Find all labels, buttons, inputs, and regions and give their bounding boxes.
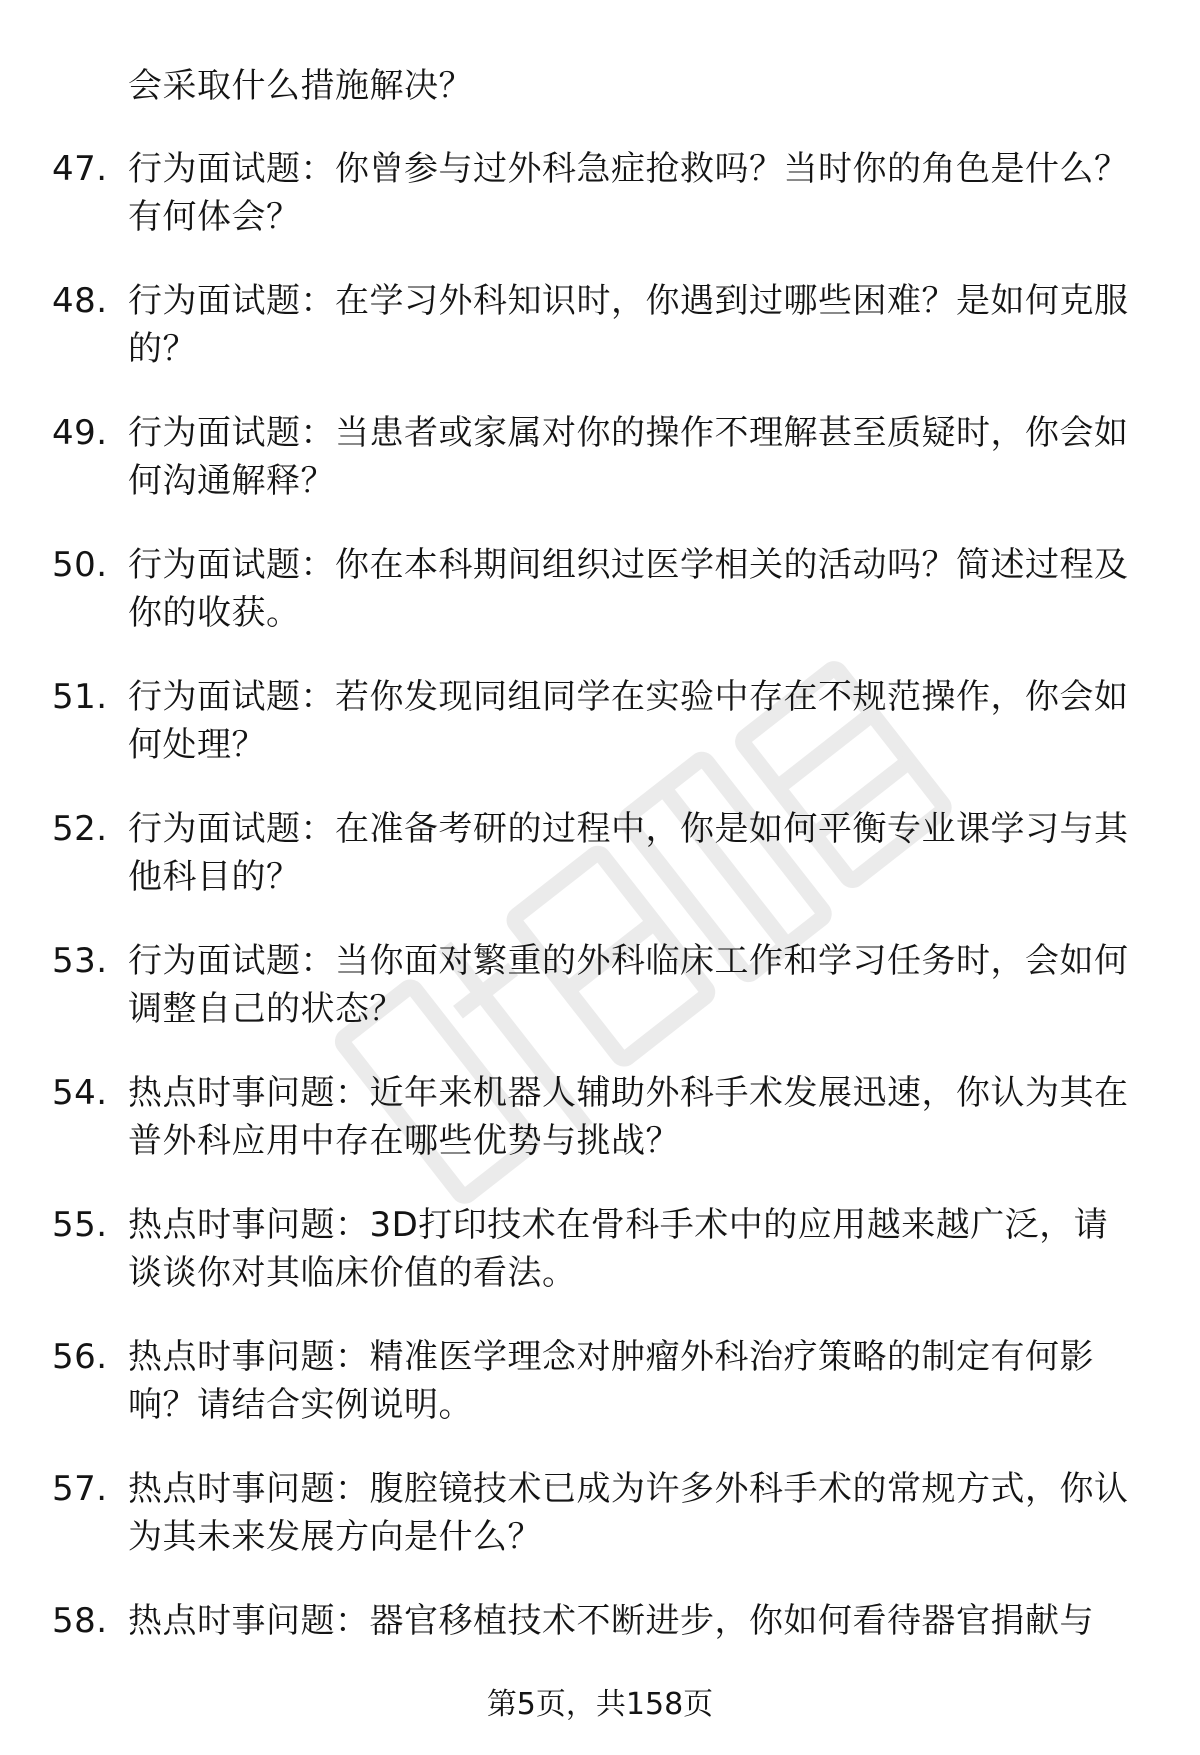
question-number: 53. (52, 941, 108, 981)
question-text: 行为面试题：若你发现同组同学在实验中存在不规范操作，你会如何处理？ (128, 677, 1129, 765)
question-number: 50. (52, 545, 108, 585)
question-item (52, 277, 1152, 409)
question-number: 47. (52, 149, 108, 189)
question-text: 行为面试题：在准备考研的过程中，你是如何平衡专业课学习与其他科目的？ (128, 809, 1129, 897)
question-item (52, 937, 1152, 1069)
question-text: 行为面试题：当你面对繁重的外科临床工作和学习任务时，会如何调整自己的状态？ (128, 941, 1129, 1029)
question-item (52, 541, 1152, 673)
question-number: 57. (52, 1469, 108, 1509)
question-text: 行为面试题：当患者或家属对你的操作不理解甚至质疑时，你会如何沟通解释？ (128, 413, 1129, 501)
question-text: 热点时事问题：3D打印技术在骨科手术中的应用越来越广泛，请谈谈你对其临床价值的看法。 (128, 1205, 1109, 1293)
question-text: 行为面试题：你在本科期间组织过医学相关的活动吗？简述过程及你的收获。 (128, 545, 1129, 633)
question-text: 热点时事问题：精准医学理念对肿瘤外科治疗策略的制定有何影响？请结合实例说明。 (128, 1337, 1094, 1425)
question-number: 51. (52, 677, 108, 717)
question-number: 48. (52, 281, 108, 321)
question-number: 55. (52, 1205, 108, 1245)
question-list (52, 145, 1152, 1729)
question-item (52, 673, 1152, 805)
question-number: 52. (52, 809, 108, 849)
question-text: 行为面试题：在学习外科知识时，你遇到过哪些困难？是如何克服的？ (128, 281, 1129, 369)
question-number: 58. (52, 1601, 108, 1641)
question-text: 热点时事问题：近年来机器人辅助外科手术发展迅速，你认为其在普外科应用中存在哪些优势与挑战？ (128, 1073, 1129, 1161)
question-item (52, 1465, 1152, 1597)
question-item (52, 1333, 1152, 1465)
question-number: 54. (52, 1073, 108, 1113)
question-number: 56. (52, 1337, 108, 1377)
page-footer: 第5页，共158页 (486, 1687, 714, 1722)
continuation-text: 会采取什么措施解决？ (128, 66, 473, 106)
question-item (52, 1201, 1152, 1333)
question-item (52, 145, 1152, 277)
question-text: 热点时事问题：腹腔镜技术已成为许多外科手术的常规方式，你认为其未来发展方向是什么？ (128, 1469, 1129, 1557)
question-number: 49. (52, 413, 108, 453)
question-text: 热点时事问题：器官移植技术不断进步，你如何看待器官捐献与 (128, 1601, 1094, 1641)
question-text: 行为面试题：你曾参与过外科急症抢救吗？当时你的角色是什么？有何体会？ (128, 149, 1129, 237)
question-item (52, 805, 1152, 937)
question-item (52, 409, 1152, 541)
question-item (52, 1069, 1152, 1201)
